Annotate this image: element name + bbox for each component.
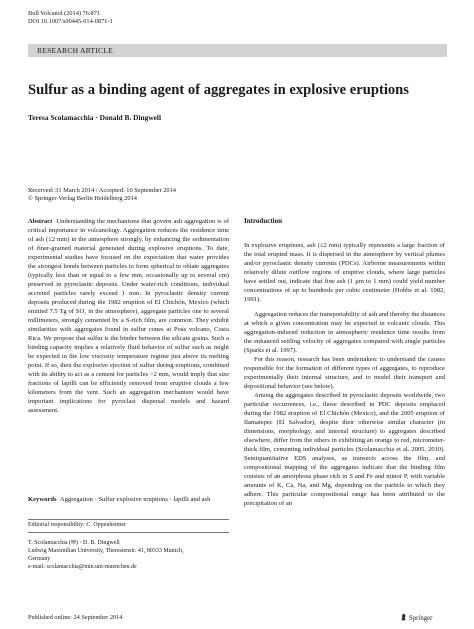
abstract-text: Understanding the mechanisms that govern ash aggregation is of critical importance in volcanology. Aggregation reduces the residence time of ash (≤2 mm) in the atmosphere strongly, by enhancing the sedimentation of finer-grained material generated during explosive eruptions. To date, experimental studies have focused on the expectation that water provides the strongest bonds between particles to form spherical to oblate aggregates (typically less than or equal to a few mm, occasionally up to several cm) preserved in pyroclastic deposits. Under water-rich conditions, individual accreted particles rarely exceed 1 mm. In pyroclastic density current deposits produced during the 1982 eruption of El Chichón, Mexico (which emitted 7.5 Tg of SO₂ in the atmosphere), aggregate particles one to several millimeters, strongly cemented by a S-rich film, are common. They exhibit similarities with aggregates found in sulfur cones at Poás volcano, Costa Rica. We propose that sulfur is the binder between the silicate grains. Such a binding capacity implies a relatively fluid behavior of sulfur such as might be expected in the low viscosity temperature regime just above its melting point. If so, then the explosive ejection of sulfur during eruptions, combined with its ability to act as a cement for particles >2 mm, would imply that size fractions of lapilli can be efficiently removed from eruptive clouds a few kilometers from the vent. Such an aggregation mechanism would have important implications for pyroclast dispersal models and hazard assessment. [28, 218, 229, 414]
affiliation-institution: Ludwig Maximilian University, Theresienstr. 41, 80333 Munich, [28, 548, 184, 554]
divider [28, 532, 229, 533]
editorial-responsibility: Editorial responsibility: C. Oppenheimer [28, 522, 126, 528]
journal-citation: Bull Volcanol (2014) 76:871 [28, 10, 101, 17]
dates-block [28, 187, 176, 204]
article-type: RESEARCH ARTICLE [37, 46, 113, 55]
intro-paragraph: For this reason, research has been undertaken: to understand the causes responsible for the formation of different types of aggregates, to reproduce experimentally their internal structure, and to model their transport and depositional behavior (see below). [244, 356, 445, 390]
published-online: Published online: 24 September 2014 [28, 614, 123, 621]
doi: DOI 10.1007/s00445-014-0871-1 [28, 18, 113, 26]
abstract-label: Abstract [28, 218, 53, 225]
keywords-text: Aggregation · Sulfur explosive eruptions · lapilli and ash [59, 496, 211, 503]
introduction-heading: Introduction [244, 217, 282, 225]
affiliation [28, 539, 183, 571]
keywords [28, 495, 229, 504]
publisher-name: Springer [409, 615, 433, 622]
introduction-body [244, 241, 445, 508]
divider [28, 519, 229, 520]
article-type-band [28, 44, 447, 57]
affiliation-email: e-mail: scolamacchia@min.uni-muenchen.de [28, 564, 137, 570]
affiliation-authors: T. Scolamacchia (✉) · D. B. Dingwell [28, 540, 120, 546]
publisher-logo [400, 613, 432, 622]
received-accepted: Received: 31 March 2014 / Accepted: 10 September 2014 [28, 187, 177, 194]
intro-paragraph: Among the aggregates described in pyroclastic deposits worldwide, two particular occurrences, i.e., those described in PDC deposits emplaced during the 1982 eruption of El Chichón (Mexico), and the 2005 eruption of Ilamatepec (El Salvador), despite their otherwise similar character (in dimensions, morphology, and internal structure) to aggregates described elsewhere, differ from the others in exhibiting an orange to red, micrometer-thick film, cementing individual particles (Scolamacchia et al. 2005, 2010). Semiquantitative EDS analyses, as transects across the film, and compositional mapping of the aggregates indicate that the binding film consists of an amorphous phase rich in S and Fe and minor P, with variable amounts of K, Ca, Na, and Mg, depending on the particle to which they adhere. This particular compositional range has been attributed to the precipitation of an [244, 392, 445, 507]
intro-paragraph: Aggregation reduces the transportability of ash and thereby the distances at which a given concentration may be expected in volcanic clouds. This aggregation-induced reduction in atmospheric residence time results from the enhanced settling velocity of aggregates compared with single particles (Sparks et al. 1997). [244, 311, 445, 354]
affiliation-country: Germany [28, 556, 51, 562]
intro-paragraph: In explosive eruptions, ash (≤2 mm) typically represents a large fraction of the total erupted mass. It is dispersed in the atmosphere by vertical plumes and/or pyroclastic density currents (PDCs). Airborne measurements within relatively dilute outflow regions of eruptive clouds, where large particles have settled out, indicate that fine ash (1 μm to 1 mm) could yield number concentrations of up to hundreds per cubic centimeter (Hobbs et al. 1982, 1991). [244, 242, 445, 303]
authors: Teresa Scolamacchia · Donald B. Dingwell [28, 113, 162, 122]
journal-header [28, 10, 113, 26]
springer-horse-icon [400, 613, 407, 621]
abstract [28, 217, 229, 415]
article-title: Sulfur as a binding agent of aggregates in explosive eruptions [28, 82, 409, 98]
copyright: © Springer-Verlag Berlin Heidelberg 2014 [28, 195, 137, 203]
keywords-label: Keywords [28, 496, 57, 503]
